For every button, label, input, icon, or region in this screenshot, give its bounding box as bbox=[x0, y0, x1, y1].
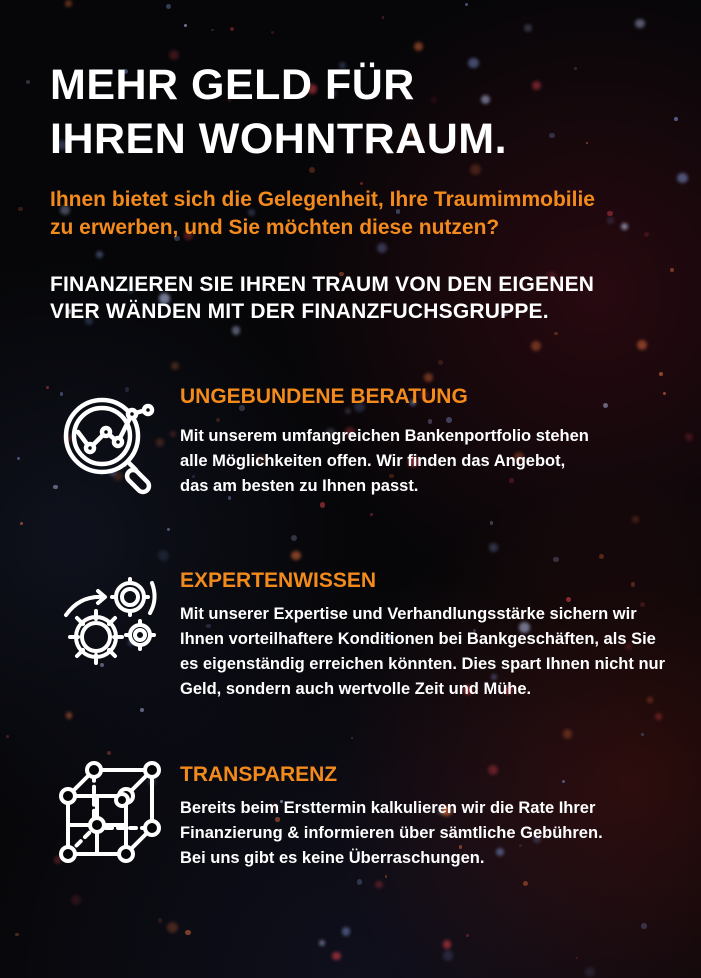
lead-text bbox=[50, 186, 670, 242]
feature-line: das am besten zu Ihnen passt. bbox=[180, 477, 419, 495]
feature-title: EXPERTENWISSEN bbox=[180, 569, 377, 592]
feature-title: UNGEBUNDENE BERATUNG bbox=[180, 385, 468, 408]
feature-line: Ihnen vorteilhaftere Konditionen bei Bankgeschäften, als Sie bbox=[180, 630, 656, 648]
gears-icon bbox=[60, 573, 160, 673]
lead-line-1: Ihnen bietet sich die Gelegenheit, Ihre Traumimmobilie bbox=[50, 188, 595, 211]
claim-text bbox=[50, 271, 680, 325]
feature-line: Mit unserem umfangreichen Bankenportfolio stehen bbox=[180, 427, 589, 445]
feature-line: alle Möglichkeiten offen. Wir finden das Angebot, bbox=[180, 452, 566, 470]
feature-line: Geld, sondern auch wertvolle Zeit und Mühe. bbox=[180, 680, 532, 698]
feature-line: Bei uns gibt es keine Überraschungen. bbox=[180, 849, 485, 867]
magnifier-chart-icon bbox=[60, 392, 160, 492]
feature-line: Bereits beim Ersttermin kalkulieren wir die Rate Ihrer bbox=[180, 799, 596, 817]
headline-line-1: MEHR GELD FÜR bbox=[50, 61, 415, 109]
headline-line-2: IHREN WOHNTRAUM. bbox=[50, 115, 508, 163]
feature-line: Finanzierung & informieren über sämtliche Gebühren. bbox=[180, 824, 603, 842]
feature-line: es eigenständig erreichen könnten. Dies spart Ihnen nicht nur bbox=[180, 655, 666, 673]
claim-line-1: FINANZIEREN SIE IHREN TRAUM VON DEN EIGENEN bbox=[50, 273, 595, 296]
feature-body bbox=[180, 602, 665, 702]
claim-line-2: VIER WÄNDEN MIT DER FINANZFUCHSGRUPPE. bbox=[50, 300, 549, 323]
lead-line-2: zu erwerben, und Sie möchten diese nutzen? bbox=[50, 216, 500, 239]
feature-title: TRANSPARENZ bbox=[180, 763, 338, 786]
feature-body bbox=[180, 796, 658, 871]
cube-network-icon bbox=[60, 762, 160, 862]
headline bbox=[50, 58, 610, 166]
feature-body bbox=[180, 424, 589, 499]
feature-line: Mit unserer Expertise und Verhandlungsstärke sichern wir bbox=[180, 605, 637, 623]
